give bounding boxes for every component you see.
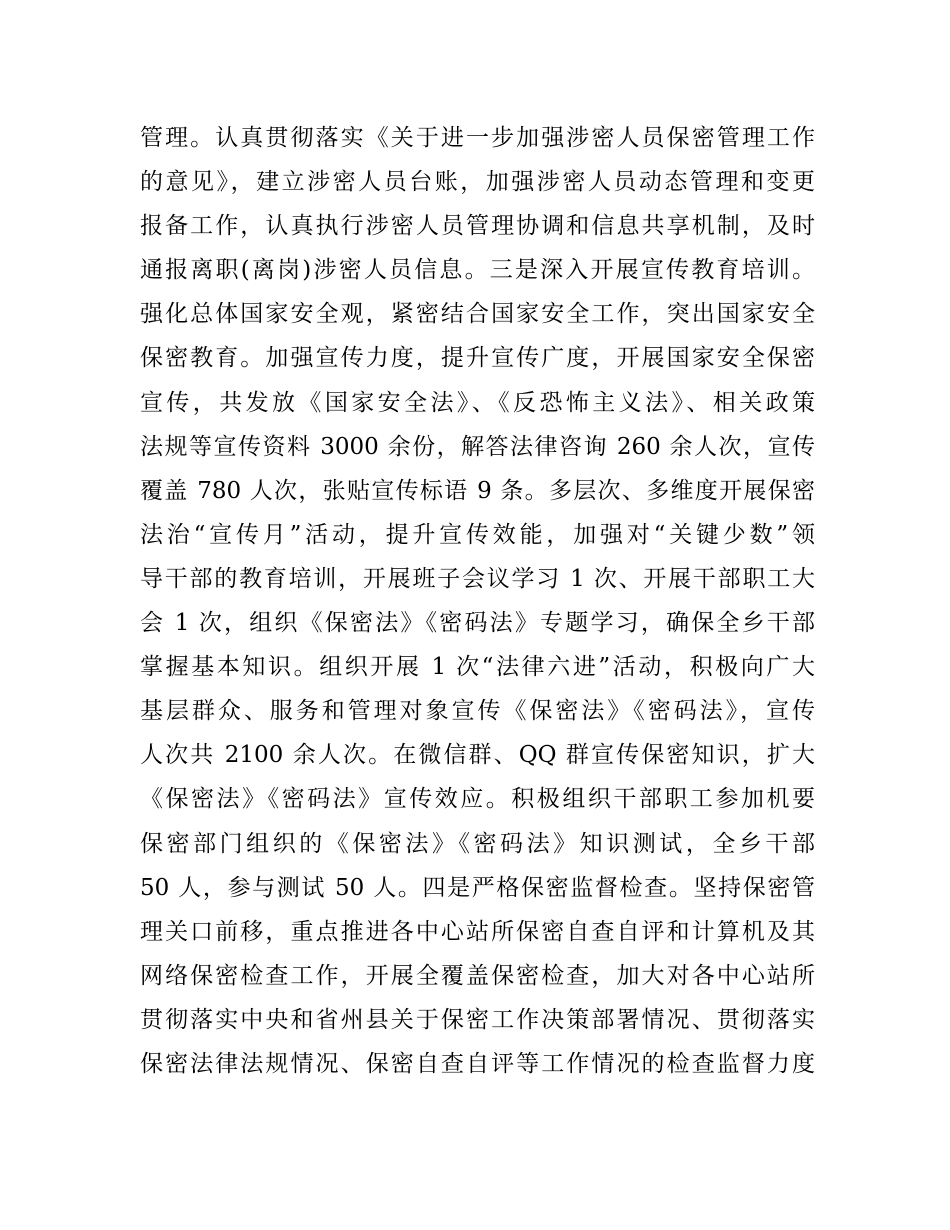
text-line: 人次共 2100 余人次。在微信群、QQ 群宣传保密知识，扩大	[140, 742, 815, 769]
text-line: 法治“宣传月”活动，提升宣传效能，加强对“关键少数”领	[140, 521, 815, 548]
text-line: 法规等宣传资料 3000 余份，解答法律咨询 260 余人次，宣传	[140, 433, 815, 460]
text-line: 会 1 次，组织《保密法》《密码法》专题学习，确保全乡干部	[140, 610, 815, 637]
text-line: 《保密法》《密码法》宣传效应。积极组织干部职工参加机要	[140, 786, 815, 813]
text-line: 50 人，参与测试 50 人。四是严格保密监督检查。坚持保密管	[140, 874, 815, 901]
text-line: 掌握基本知识。组织开展 1 次“法律六进”活动，积极向广大	[140, 654, 815, 681]
text-line: 强化总体国家安全观，紧密结合国家安全工作，突出国家安全	[140, 301, 815, 328]
text-line: 覆盖 780 人次，张贴宣传标语 9 条。多层次、多维度开展保密	[140, 477, 815, 504]
text-line: 的意见》，建立涉密人员台账，加强涉密人员动态管理和变更	[140, 169, 815, 196]
text-line: 贯彻落实中央和省州县关于保密工作决策部署情况、贯彻落实	[140, 1006, 815, 1033]
text-line: 保密教育。加强宣传力度，提升宣传广度，开展国家安全保密	[140, 345, 815, 372]
text-line: 管理。认真贯彻落实《关于进一步加强涉密人员保密管理工作	[140, 125, 815, 151]
text-line: 报备工作，认真执行涉密人员管理协调和信息共享机制，及时	[140, 213, 815, 240]
text-line: 基层群众、服务和管理对象宣传《保密法》《密码法》，宣传	[140, 698, 815, 725]
text-line: 导干部的教育培训，开展班子会议学习 1 次、开展干部职工大	[140, 565, 815, 592]
text-line: 理关口前移，重点推进各中心站所保密自查自评和计算机及其	[140, 918, 815, 945]
text-line: 网络保密检查工作，开展全覆盖保密检查，加大对各中心站所	[140, 962, 815, 989]
text-line: 通报离职(离岗)涉密人员信息。三是深入开展宣传教育培训。	[140, 257, 815, 284]
text-line: 保密部门组织的《保密法》《密码法》知识测试，全乡干部	[140, 830, 815, 857]
text-line: 宣传，共发放《国家安全法》、《反恐怖主义法》、相关政策	[140, 389, 815, 416]
body-paragraph	[140, 116, 815, 1086]
text-line: 保密法律法规情况、保密自查自评等工作情况的检查监督力度	[140, 1050, 815, 1077]
